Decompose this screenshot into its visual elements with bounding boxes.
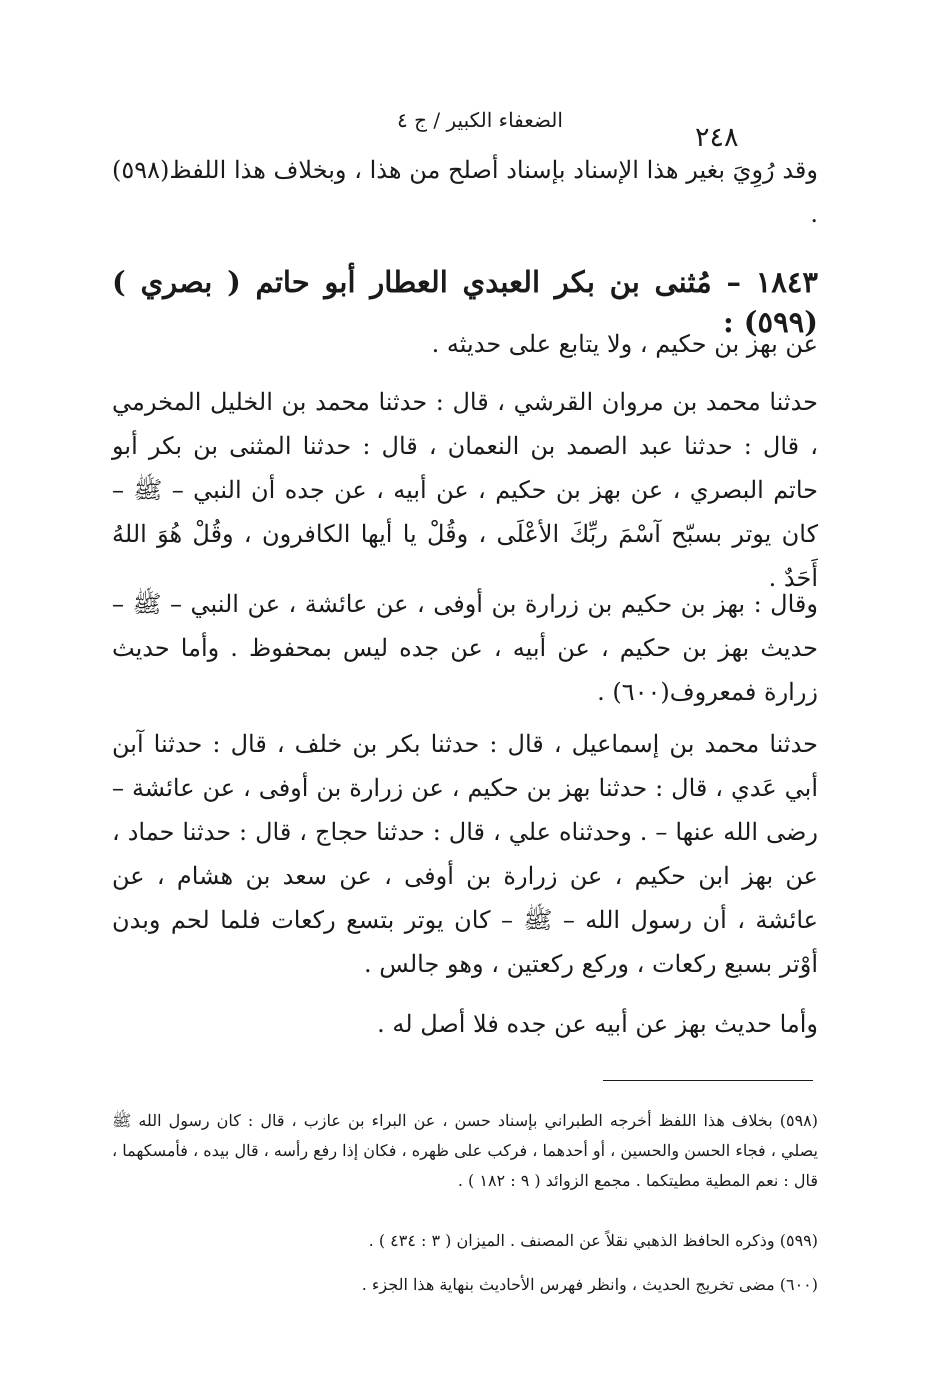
paragraph-intro: وقد رُوِيَ بغير هذا الإسناد بإسناد أصلح من هذا ، وبخلاف هذا اللفظ(٥٩٨) . xyxy=(112,156,818,228)
running-header-title: الضعفاء الكبير / ج ٤ xyxy=(397,108,563,132)
footnote-divider xyxy=(603,1080,813,1081)
page-number: ٢٤٨ xyxy=(695,122,739,153)
footnote-598: (٥٩٨) بخلاف هذا اللفظ أخرجه الطبراني بإسناد حسن ، عن البراء بن عازب ، قال : كان رسول الله ﷺ يصلي ، فجاء الحسن والحسين ، أو أحدهما ، فركب على ظهره ، فكان إذا رفع رأسه ، قال بيده ، فأمسكهما ، قال : نعم المطية مطيتكما . مجمع الزوائد ( ٩ : ١٨٢ ) . xyxy=(112,1111,818,1190)
paragraph-assessment: وقال : بهز بن حكيم بن زرارة بن أوفى ، عن عائشة ، عن النبي – ﷺ – حديث بهز بن حكيم ، عن أبيه ، عن جده ليس بمحفوظ . وأما حديث زرارة فمعروف(٦٠٠) . xyxy=(112,590,818,706)
footnote-600: (٦٠٠) مضى تخريج الحديث ، وانظر فهرس الأحاديث بنهاية هذا الجزء . xyxy=(361,1275,818,1294)
paragraph-conclusion: وأما حديث بهز عن أبيه عن جده فلا أصل له . xyxy=(377,1010,818,1038)
paragraph-hadith-chain-2: حدثنا محمد بن إسماعيل ، قال : حدثنا بكر بن خلف ، قال : حدثنا آبن أبي عَدي ، قال : حدثنا بهز بن حكيم ، عن زرارة بن أوفى ، عن عائشة – رضى الله عنها – . وحدثناه علي ، قال : حدثنا حجاج ، قال : حدثنا حماد ، عن بهز ابن حكيم ، عن زرارة بن أوفى ، عن سعد بن هشام ، عن عائشة ، أن رسول الله – ﷺ – كان يوتر بتسع ركعات فلما لحم وبدن أوْتر بسبع ركعات ، وركع ركعتين ، وهو جالس . xyxy=(112,730,818,978)
paragraph-hadith-chain-1: حدثنا محمد بن مروان القرشي ، قال : حدثنا محمد بن الخليل المخرمي ، قال : حدثنا عبد الصمد بن النعمان ، قال : حدثنا المثنى بن بكر أبو حاتم البصري ، عن بهز بن حكيم ، عن أبيه ، عن جده أن النبي – ﷺ – كان يوتر بسبّح آسْمَ ربِّكَ الأعْلَى ، وقُلْ يا أيها الكافرون ، وقُلْ هُوَ اللهُ أَحَدٌ . xyxy=(112,388,818,592)
entry-heading: ١٨٤٣ – مُثنى بن بكر العبدي العطار أبو حاتم ( بصري )(٥٩٩) : xyxy=(112,265,818,339)
footnote-599: (٥٩٩) وذكره الحافظ الذهبي نقلاً عن المصنف . الميزان ( ٣ : ٤٣٤ ) . xyxy=(368,1231,818,1250)
paragraph-entry-summary: عن بهز بن حكيم ، ولا يتابع على حديثه . xyxy=(431,330,818,358)
